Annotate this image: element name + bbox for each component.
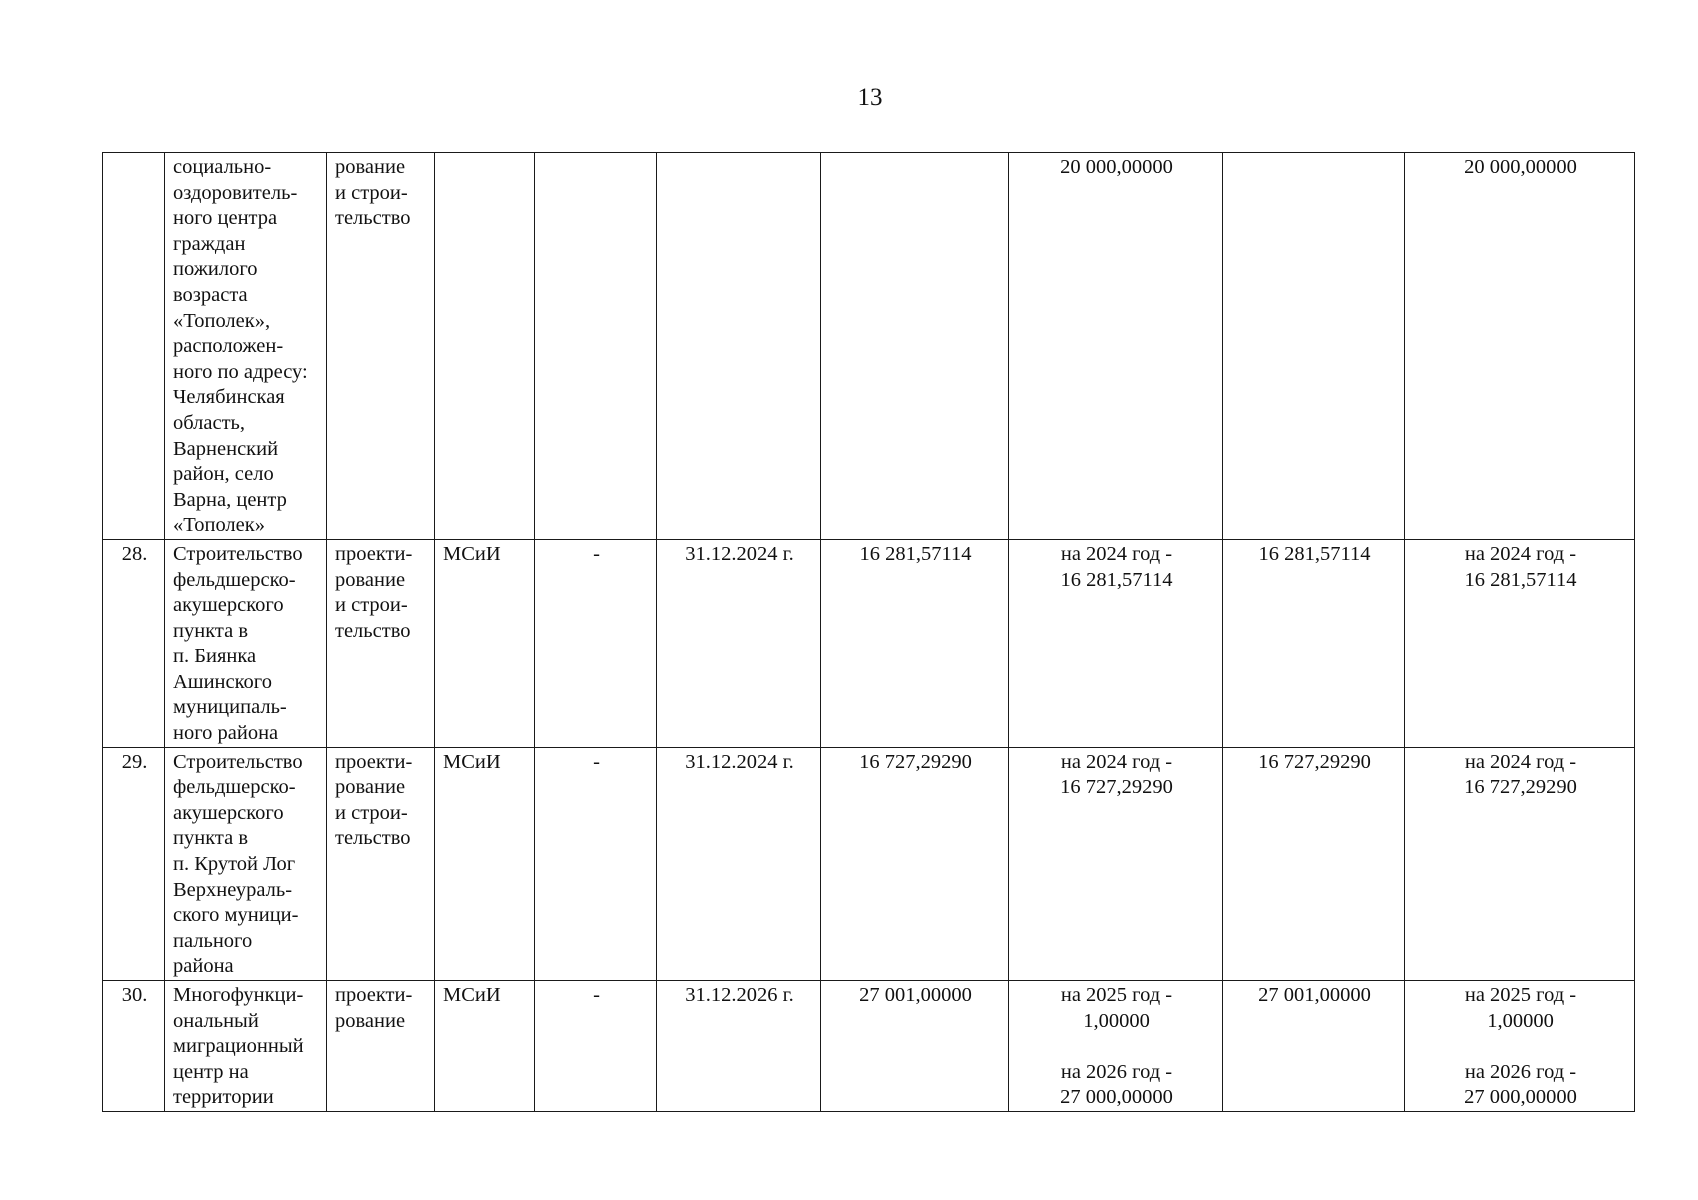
cell-text-line: 20 000,00000: [1060, 156, 1173, 178]
deadline-cell: 31.12.2024 г.: [657, 539, 821, 747]
cell-text-line: оздоровитель-: [173, 181, 298, 204]
estimated-cost-cell: 16 727,29290: [821, 747, 1009, 980]
cell-text-line: фельдшерско-: [173, 568, 296, 591]
funding-limit-cell: 27 001,00000: [1223, 981, 1405, 1112]
cell-text-line: фельдшерско-: [173, 776, 296, 799]
cell-text-line: тельство: [335, 619, 411, 642]
object-name-cell: [165, 981, 327, 1112]
cell-text-line: 20 000,00000: [1464, 156, 1577, 178]
cell-text-line: Варна, центр: [173, 488, 287, 511]
object-name-cell: [165, 747, 327, 980]
cell-text-line: проекти-: [335, 984, 413, 1006]
cell-text-line: акушерского: [173, 801, 284, 824]
cell-text-line: района: [173, 955, 234, 978]
cell-text-line: п. Крутой Лог: [173, 853, 296, 876]
cell-text-line: и строи-: [335, 594, 408, 617]
cell-text-line: рование: [335, 568, 406, 591]
cell-text-line: область,: [173, 411, 246, 434]
row-number-cell: 29.: [103, 747, 165, 980]
cell-text-line: 1,00000: [1487, 1009, 1554, 1032]
cell-text-line: «Тополек»,: [173, 309, 271, 332]
row-number-cell: [103, 153, 165, 540]
block-spacer: [1017, 1034, 1216, 1060]
responsible-cell: МСиИ: [435, 539, 535, 747]
table-row: [103, 981, 1635, 1112]
cell-text-line: 27 000,00000: [1060, 1086, 1173, 1109]
table-row: [103, 747, 1635, 980]
object-name-cell: [165, 539, 327, 747]
cell-text-line: на 2024 год -: [1464, 750, 1577, 773]
work-type-cell: [327, 539, 435, 747]
deadline-cell: 31.12.2026 г.: [657, 981, 821, 1112]
funding-limit-cell: 16 727,29290: [1223, 747, 1405, 980]
cell-text-line: ного района: [173, 722, 279, 745]
cell-text-line: и строи-: [335, 181, 408, 204]
cell-text-line: рование: [335, 1009, 406, 1032]
cell-text-line: ского муници-: [173, 904, 299, 927]
cell-text-line: пожилого: [173, 258, 258, 281]
cell-text-line: Многофункци-: [173, 984, 304, 1006]
funding-by-year-cell: [1405, 539, 1635, 747]
cell-text-line: акушерского: [173, 594, 284, 617]
row-number-cell: 30.: [103, 981, 165, 1112]
cell-text-line: миграционный: [173, 1035, 304, 1058]
work-type-cell: [327, 747, 435, 980]
block-spacer: [1413, 1034, 1628, 1060]
cell-text-line: ональный: [173, 1009, 259, 1032]
table-row: [103, 539, 1635, 747]
funding-by-year-cell: [1405, 747, 1635, 980]
estimated-cost-cell: [821, 153, 1009, 540]
cell-text-line: Строительство: [173, 542, 303, 565]
cell-text-line: ного по адресу:: [173, 360, 308, 383]
distribution-by-year-cell: [1009, 153, 1223, 540]
cell-text-line: 16 281,57114: [1060, 568, 1173, 591]
dash-cell: -: [535, 981, 657, 1112]
deadline-cell: [657, 153, 821, 540]
cell-text-line: Челябинская: [173, 386, 285, 409]
cell-text-line: социально-: [173, 156, 272, 178]
cell-text-line: муниципаль-: [173, 696, 287, 719]
cell-text-line: п. Биянка: [173, 645, 257, 668]
cell-text-line: тельство: [335, 827, 411, 850]
cell-text-line: граждан: [173, 232, 246, 255]
deadline-cell: 31.12.2024 г.: [657, 747, 821, 980]
page-number: 13: [857, 84, 883, 111]
responsible-cell: МСиИ: [435, 747, 535, 980]
cell-text-line: 16 727,29290: [1060, 776, 1173, 799]
distribution-by-year-cell: [1009, 981, 1223, 1112]
cell-text-line: на 2025 год -: [1060, 984, 1173, 1006]
responsible-cell: [435, 153, 535, 540]
cell-text-line: на 2026 год -: [1464, 1060, 1577, 1083]
work-type-cell: [327, 981, 435, 1112]
cell-text-line: 27 000,00000: [1464, 1086, 1577, 1109]
table-row: [103, 153, 1635, 540]
dash-cell: [535, 153, 657, 540]
funding-by-year-cell: [1405, 981, 1635, 1112]
cell-text-line: пункта в: [173, 619, 248, 642]
cell-text-line: и строи-: [335, 801, 408, 824]
cell-text-line: проекти-: [335, 542, 413, 565]
cell-text-line: пункта в: [173, 827, 248, 850]
row-number-cell: 28.: [103, 539, 165, 747]
cell-text-line: территории: [173, 1086, 274, 1109]
cell-text-line: на 2025 год -: [1464, 984, 1577, 1006]
cell-text-line: на 2024 год -: [1060, 542, 1173, 565]
responsible-cell: МСиИ: [435, 981, 535, 1112]
cell-text-line: на 2024 год -: [1464, 542, 1577, 565]
distribution-by-year-cell: [1009, 539, 1223, 747]
estimated-cost-cell: 27 001,00000: [821, 981, 1009, 1112]
cell-text-line: расположен-: [173, 335, 284, 358]
cell-text-line: тельство: [335, 207, 411, 230]
cell-text-line: проекти-: [335, 750, 413, 773]
investment-objects-table: [102, 152, 1635, 1112]
cell-text-line: 1,00000: [1083, 1009, 1150, 1032]
funding-limit-cell: 16 281,57114: [1223, 539, 1405, 747]
cell-text-line: район, село: [173, 463, 274, 486]
dash-cell: -: [535, 539, 657, 747]
cell-text-line: на 2024 год -: [1060, 750, 1173, 773]
cell-text-line: центр на: [173, 1060, 249, 1083]
funding-by-year-cell: [1405, 153, 1635, 540]
estimated-cost-cell: 16 281,57114: [821, 539, 1009, 747]
cell-text-line: Верхнеураль-: [173, 878, 293, 901]
dash-cell: -: [535, 747, 657, 980]
cell-text-line: 16 727,29290: [1464, 776, 1577, 799]
work-type-cell: [327, 153, 435, 540]
distribution-by-year-cell: [1009, 747, 1223, 980]
cell-text-line: «Тополек»: [173, 514, 265, 537]
cell-text-line: Варненский: [173, 437, 279, 460]
cell-text-line: Строительство: [173, 750, 303, 773]
cell-text-line: ного центра: [173, 207, 278, 230]
object-name-cell: [165, 153, 327, 540]
cell-text-line: рование: [335, 776, 406, 799]
cell-text-line: возраста: [173, 283, 248, 306]
cell-text-line: рование: [335, 156, 406, 178]
funding-limit-cell: [1223, 153, 1405, 540]
cell-text-line: 16 281,57114: [1464, 568, 1577, 591]
cell-text-line: Ашинского: [173, 670, 272, 693]
cell-text-line: на 2026 год -: [1060, 1060, 1173, 1083]
cell-text-line: пального: [173, 929, 253, 952]
